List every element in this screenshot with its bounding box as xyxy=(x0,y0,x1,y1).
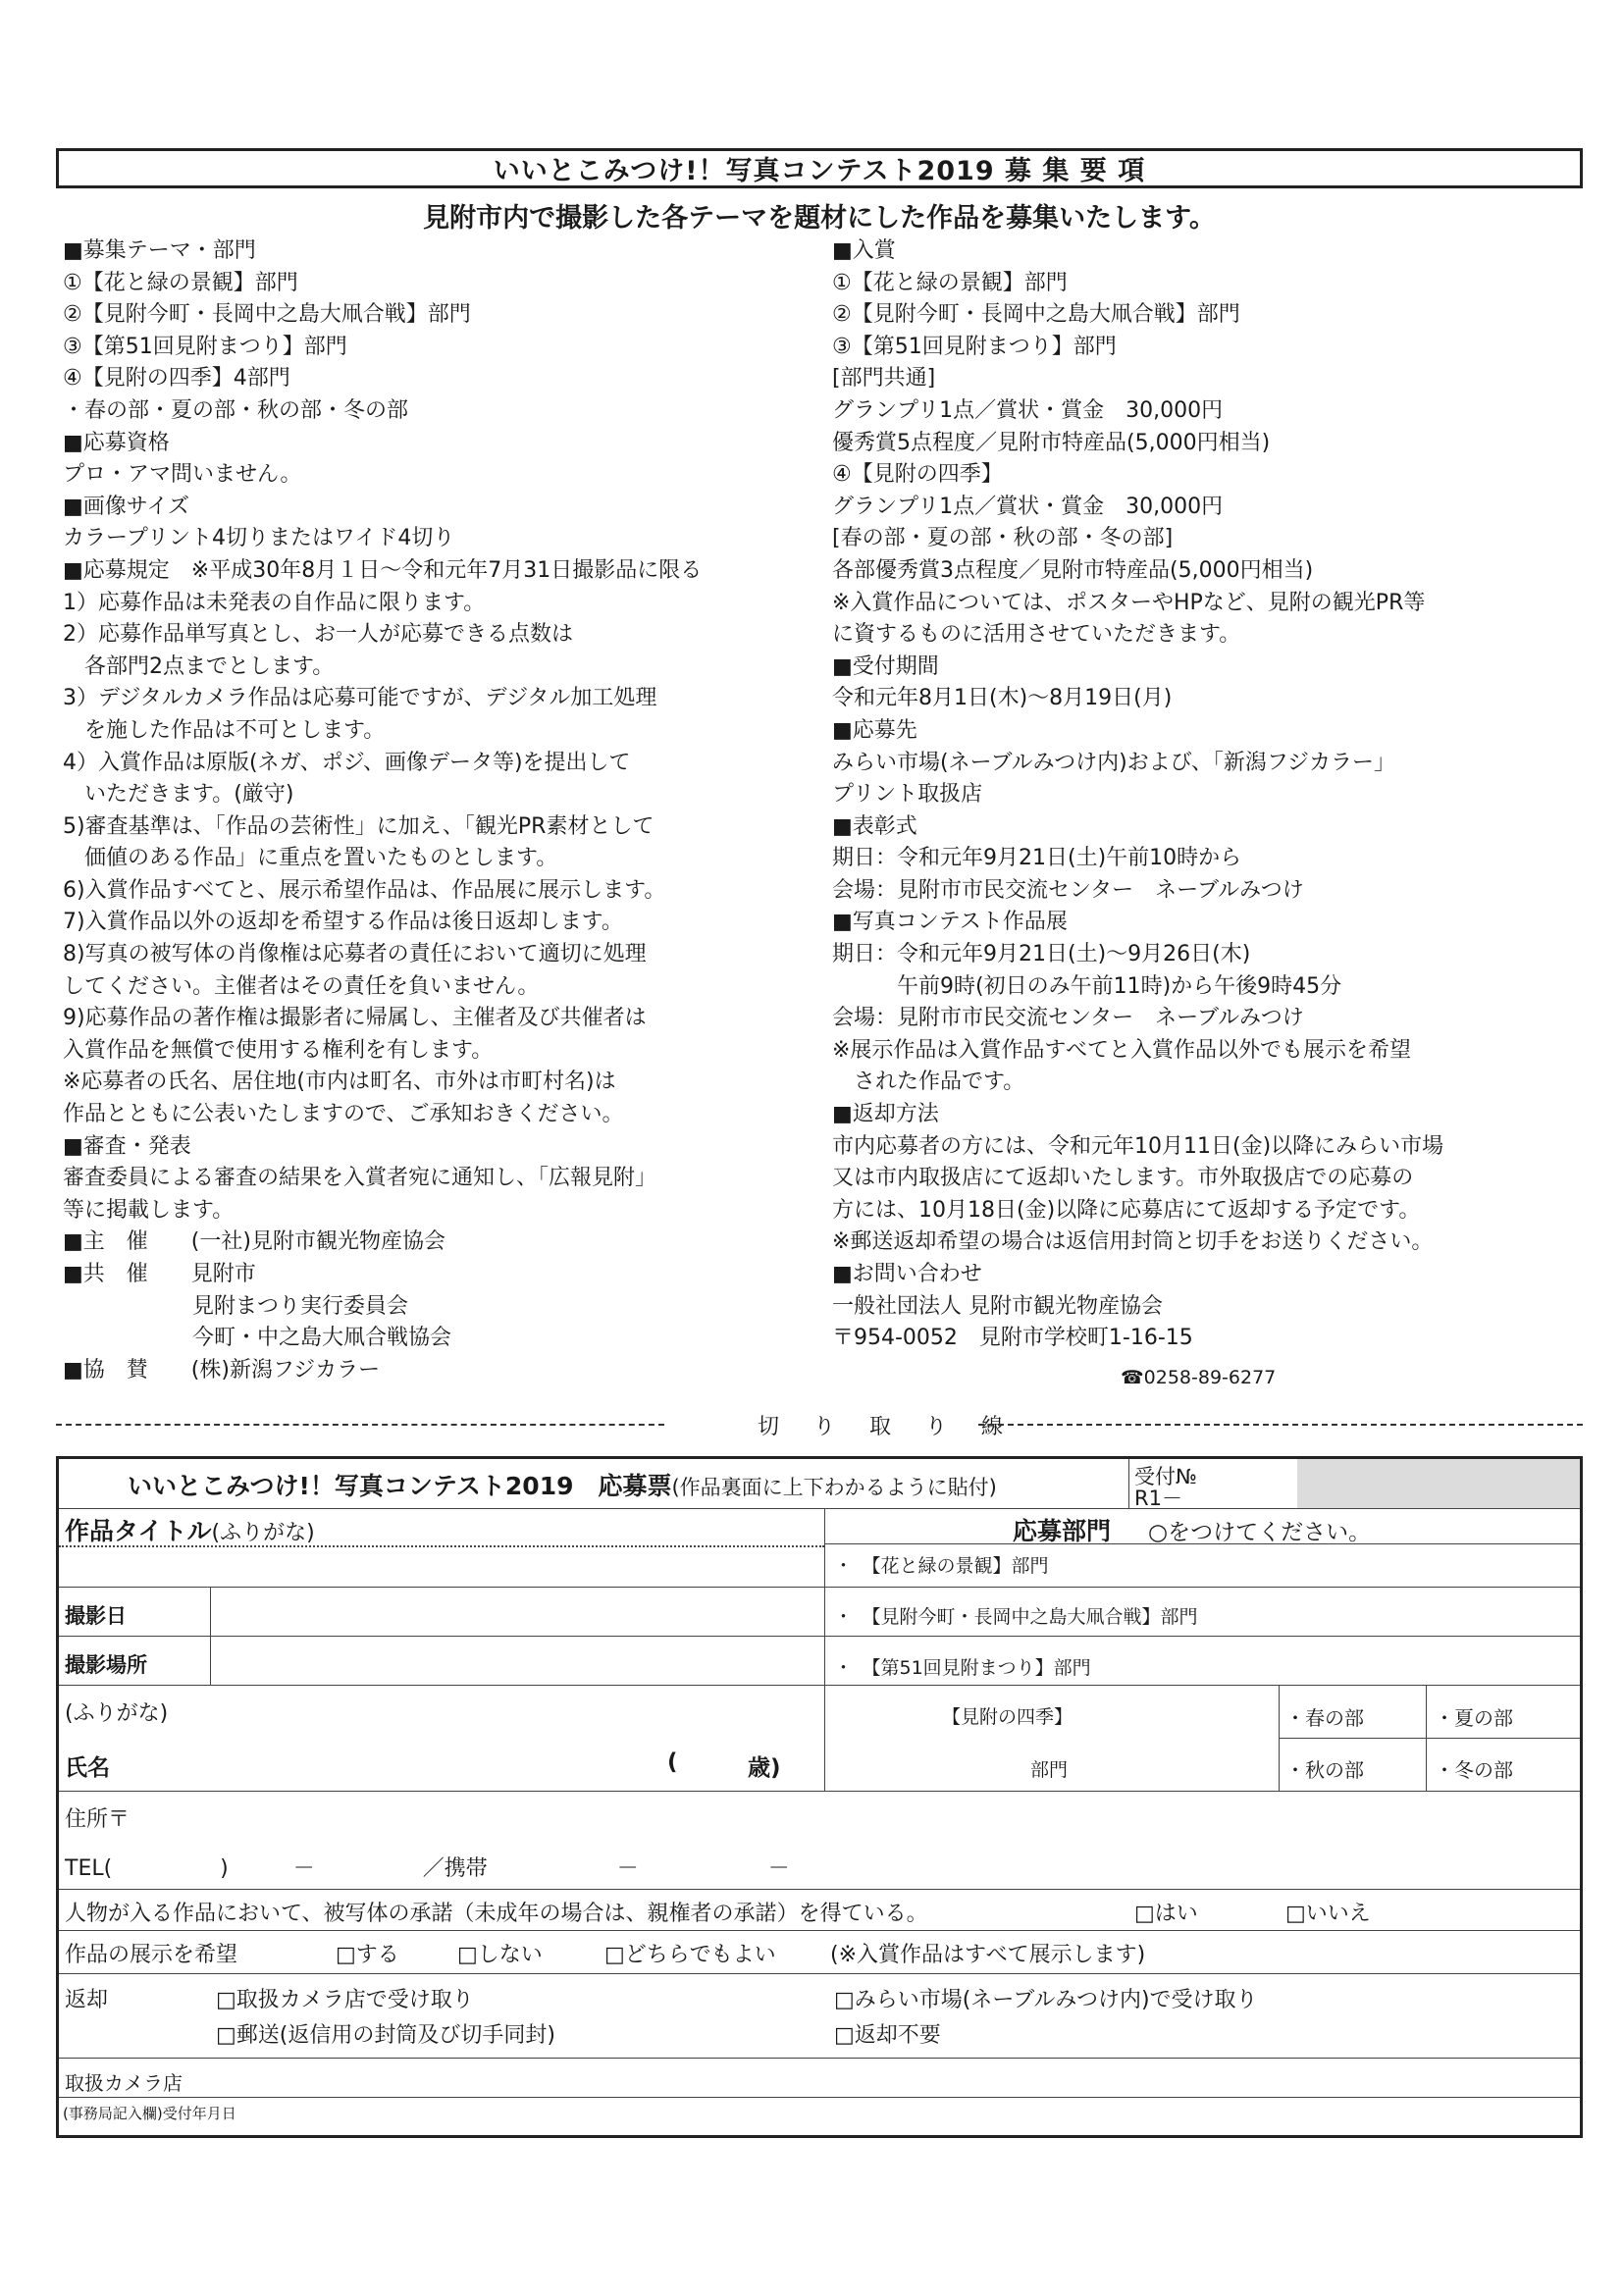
display-note: (※入賞作品はすべて展示します) xyxy=(830,1943,1146,1967)
work-title-label: 作品タイトル(ふりがな) xyxy=(65,1517,315,1545)
right-line: 会場：見附市市民交流センター ネーブルみつけ xyxy=(832,1006,1304,1031)
seasons-suffix: 部門 xyxy=(1030,1759,1069,1781)
left-line: ■応募規定 ※平成30年8月１日～令和元年7月31日撮影品に限る xyxy=(63,557,703,583)
right-line: 期日：令和元年9月21日(土)～9月26日(木) xyxy=(832,942,1251,967)
left-line: 各部門2点までとします。 xyxy=(63,653,335,679)
return-mirai-market-checkbox[interactable]: □みらい市場(ネーブルみつけ内)で受け取り xyxy=(834,1988,1258,2012)
left-line: 2）応募作品単写真とし、お一人が応募できる点数は xyxy=(63,622,573,648)
right-line: みらい市場(ネーブルみつけ内)および、「新潟フジカラー」 xyxy=(832,750,1395,775)
left-line: ①【花と緑の景観】部門 xyxy=(63,270,298,295)
left-line: ※応募者の氏名、居住地(市内は町名、市外は市町村名)は xyxy=(63,1070,616,1095)
receipt-number-value: R1－ xyxy=(1134,1487,1182,1510)
left-line: 見附まつり実行委員会 xyxy=(63,1293,409,1319)
return-label: 返却 xyxy=(65,1988,109,2012)
category-option-kite-battle[interactable]: ・ 【見附今町・長岡中之島大凧合戦】部門 xyxy=(834,1606,1198,1628)
right-line: された作品です。 xyxy=(832,1070,1025,1095)
left-line: 9)応募作品の著作権は撮影者に帰属し、主催者及び共催者は xyxy=(63,1006,647,1031)
season-winter[interactable]: ・冬の部 xyxy=(1435,1758,1513,1782)
camera-shop-field[interactable] xyxy=(206,2061,1570,2095)
phone-number: ☎0258-89-6277 xyxy=(1121,1367,1277,1388)
right-line: 一般社団法人 見附市観光物産協会 xyxy=(832,1293,1163,1319)
right-line: ②【見附今町・長岡中之島大凧合戦】部門 xyxy=(832,302,1240,328)
receipt-stamp-area xyxy=(1297,1459,1580,1508)
right-line: [部門共通] xyxy=(832,366,936,391)
name-furigana-label: (ふりがな) xyxy=(65,1701,169,1726)
page-title: いいとこみつけ!！写真コンテスト2019 募 集 要 項 xyxy=(56,148,1583,188)
right-line: ※入賞作品については、ポスターやHPなど、見附の観光PR等 xyxy=(832,590,1426,615)
right-line: 会場：見附市市民交流センター ネーブルみつけ xyxy=(832,877,1304,903)
left-line: 等に掲載します。 xyxy=(63,1197,235,1223)
right-line: ■入賞 xyxy=(832,238,896,263)
page-subtitle: 見附市内で撮影した各テーマを題材にした作品を募集いたします。 xyxy=(423,203,1216,234)
right-line: 〒954-0052 見附市学校町1-16-15 xyxy=(832,1326,1193,1351)
left-line: ④【見附の四季】4部門 xyxy=(63,366,290,391)
left-line: いただきます。(厳守) xyxy=(63,782,294,808)
shoot-date-field[interactable] xyxy=(214,1589,820,1634)
right-line: 市内応募者の方には、令和元年10月11日(金)以降にみらい市場 xyxy=(832,1133,1444,1159)
left-line: 4）入賞作品は原版(ネガ、ポジ、画像データ等)を提出して xyxy=(63,750,631,775)
category-option-flowers[interactable]: ・ 【花と緑の景観】部門 xyxy=(834,1555,1049,1577)
left-line: 8)写真の被写体の肖像権は応募者の責任において適切に処理 xyxy=(63,942,647,967)
name-field[interactable] xyxy=(128,1691,716,1787)
left-line: ・春の部・夏の部・秋の部・冬の部 xyxy=(63,397,409,423)
right-line: グランプリ1点／賞状・賞金 30,000円 xyxy=(832,494,1224,519)
left-line: プロ・アマ問いません。 xyxy=(63,462,302,488)
office-use-label: (事務局記入欄)受付年月日 xyxy=(63,2105,236,2122)
return-none-checkbox[interactable]: □返却不要 xyxy=(834,2023,941,2048)
right-line: ■受付期間 xyxy=(832,653,939,679)
right-line: ①【花と緑の景観】部門 xyxy=(832,270,1068,295)
shoot-place-label: 撮影場所 xyxy=(65,1653,147,1677)
right-line: 方には、10月18日(金)以降に応募店にて返却する予定です。 xyxy=(832,1197,1421,1223)
form-title: いいとこみつけ!！写真コンテスト2019 応募票(作品裏面に上下わかるように貼付) xyxy=(128,1472,997,1500)
right-line: ■返却方法 xyxy=(832,1102,939,1127)
right-line: [春の部・夏の部・秋の部・冬の部] xyxy=(832,526,1174,551)
right-line: ■表彰式 xyxy=(832,813,917,839)
left-line: を施した作品は不可とします。 xyxy=(63,717,386,743)
return-mail-checkbox[interactable]: □郵送(返信用の封筒及び切手同封) xyxy=(216,2023,555,2048)
left-line: ②【見附今町・長岡中之島大凧合戦】部門 xyxy=(63,302,471,328)
right-line: ④【見附の四季】 xyxy=(832,462,1003,488)
left-line: ■共 催 見附市 xyxy=(63,1262,256,1286)
category-note: ○をつけてください。 xyxy=(1148,1520,1372,1545)
age-label: 歳) xyxy=(748,1755,781,1781)
right-line: ■写真コンテスト作品展 xyxy=(832,910,1068,935)
display-label: 作品の展示を希望 xyxy=(65,1943,238,1967)
work-title-field[interactable] xyxy=(63,1549,818,1585)
category-option-festival[interactable]: ・ 【第51回見附まつり】部門 xyxy=(834,1657,1091,1679)
consent-text: 人物が入る作品において、被写体の承諾（未成年の場合は、親権者の承諾）を得ている。 xyxy=(65,1902,928,1926)
right-line: に資するものに活用させていただきます。 xyxy=(832,622,1241,648)
left-line: ■応募資格 xyxy=(63,430,170,455)
age-open-paren: ( xyxy=(667,1749,678,1775)
return-camera-shop-checkbox[interactable]: □取扱カメラ店で受け取り xyxy=(216,1988,474,2012)
right-line: 午前9時(初日のみ午前11時)から午後9時45分 xyxy=(832,973,1342,999)
right-line: グランプリ1点／賞状・賞金 30,000円 xyxy=(832,397,1224,423)
name-label: 氏名 xyxy=(65,1755,110,1781)
right-line: ■お問い合わせ xyxy=(832,1262,982,1286)
left-line: ■募集テーマ・部門 xyxy=(63,238,256,263)
cut-line xyxy=(56,1410,1583,1439)
display-either-checkbox[interactable]: □どちらでもよい xyxy=(604,1943,776,1967)
left-line: 今町・中之島大凧合戦協会 xyxy=(63,1326,452,1351)
address-field[interactable] xyxy=(157,1795,1570,1832)
display-no-checkbox[interactable]: □しない xyxy=(457,1943,543,1967)
left-line: ■主 催 (一社)見附市観光物産協会 xyxy=(63,1229,445,1255)
receipt-number-label: 受付№ xyxy=(1134,1465,1197,1488)
right-line: ③【第51回見附まつり】部門 xyxy=(832,334,1117,359)
consent-no-checkbox[interactable]: □いいえ xyxy=(1285,1902,1371,1926)
right-line: ※郵送返却希望の場合は返信用封筒と切手をお送りください。 xyxy=(832,1229,1434,1255)
address-label: 住所〒 xyxy=(65,1807,131,1832)
left-line: ■審査・発表 xyxy=(63,1133,191,1159)
shoot-place-field[interactable] xyxy=(214,1638,820,1683)
left-line: 6)入賞作品すべてと、展示希望作品は、作品展に展示します。 xyxy=(63,877,666,903)
left-line: 7)入賞作品以外の返却を希望する作品は後日返却します。 xyxy=(63,910,623,935)
shoot-date-label: 撮影日 xyxy=(65,1604,127,1628)
category-label: 応募部門 xyxy=(1013,1517,1112,1545)
right-line: 優秀賞5点程度／見附市特産品(5,000円相当) xyxy=(832,430,1271,455)
left-line: 価値のある作品」に重点を置いたものとします。 xyxy=(63,846,558,871)
left-line: 入賞作品を無償で使用する権利を有します。 xyxy=(63,1037,494,1063)
left-line: 1）応募作品は未発表の自作品に限ります。 xyxy=(63,590,486,615)
left-line: ③【第51回見附まつり】部門 xyxy=(63,334,347,359)
right-line: 令和元年8月1日(木)～8月19日(月) xyxy=(832,686,1173,711)
left-line: 作品とともに公表いたしますので、ご承知おきください。 xyxy=(63,1102,624,1127)
left-line: カラープリント4切りまたはワイド4切り xyxy=(63,526,455,551)
consent-yes-checkbox[interactable]: □はい xyxy=(1134,1902,1198,1926)
right-line: プリント取扱店 xyxy=(832,782,983,808)
cut-line-label: 切 り 取 り 線 xyxy=(758,1415,1017,1439)
right-line: ※展示作品は入賞作品すべてと入賞作品以外でも展示を希望 xyxy=(832,1037,1411,1063)
camera-shop-label: 取扱カメラ店 xyxy=(65,2071,183,2095)
entry-form xyxy=(56,1456,1583,2138)
tel-line[interactable]: TEL( ) － ／携帯 － － xyxy=(65,1856,790,1881)
guidelines-left-column xyxy=(63,235,702,1386)
left-line: 審査委員による審査の結果を入賞者宛に通知し、「広報見附」 xyxy=(63,1166,657,1191)
left-line: してください。主催者はその責任を負いません。 xyxy=(63,973,540,999)
seasons-label: 【見附の四季】 xyxy=(942,1706,1073,1728)
left-line: ■画像サイズ xyxy=(63,494,190,519)
right-line: 又は市内取扱店にて返却いたします。市外取扱店での応募の xyxy=(832,1166,1414,1191)
left-line: 5)審査基準は、「作品の芸術性」に加え、「観光PR素材として xyxy=(63,813,654,839)
season-autumn[interactable]: ・秋の部 xyxy=(1285,1758,1364,1782)
guidelines-right-column xyxy=(832,235,1443,1355)
right-line: 期日：令和元年9月21日(土)午前10時から xyxy=(832,846,1242,871)
right-line: ■応募先 xyxy=(832,717,917,743)
season-spring[interactable]: ・春の部 xyxy=(1285,1706,1364,1730)
left-line: 3）デジタルカメラ作品は応募可能ですが、デジタル加工処理 xyxy=(63,686,657,711)
season-summer[interactable]: ・夏の部 xyxy=(1435,1706,1513,1730)
right-line: 各部優秀賞3点程度／見附市特産品(5,000円相当) xyxy=(832,557,1314,583)
display-yes-checkbox[interactable]: □する xyxy=(336,1943,399,1967)
left-line: ■協 賛 (株)新潟フジカラー xyxy=(63,1357,381,1383)
